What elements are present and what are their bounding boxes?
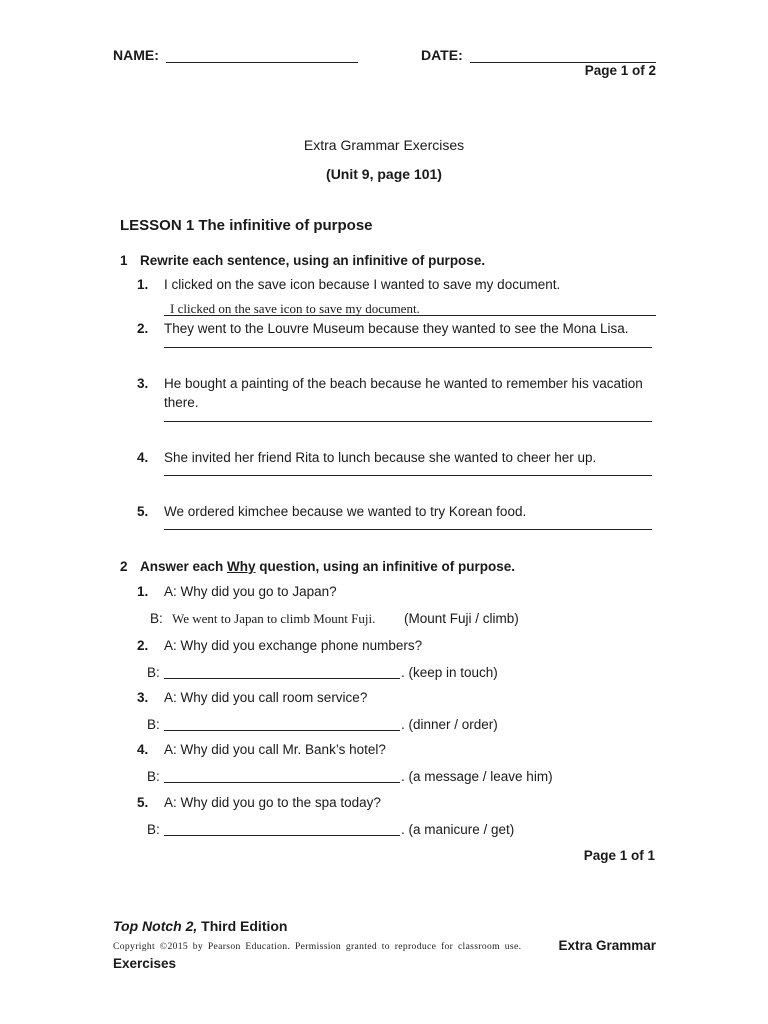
instruction-post: question, using an infinitive of purpose. [255, 559, 516, 574]
page-indicator-top: Page 1 of 2 [584, 63, 656, 78]
exercise-2-instruction [140, 559, 515, 574]
ex2-question: A: Why did you go to Japan? [164, 584, 337, 599]
ex2-hint: . (keep in touch) [401, 665, 498, 680]
ex1-item-number: 1. [137, 277, 149, 292]
ex2-b-label: B: [147, 665, 160, 680]
ex2-hint: . (a manicure / get) [401, 822, 515, 837]
ex2-item-number: 1. [137, 584, 149, 599]
ex1-item-answer: I clicked on the save icon to save my document. [170, 301, 420, 316]
ex2-b-label: B: [147, 769, 160, 784]
ex1-item-text: She invited her friend Rita to lunch because she wanted to cheer her up. [164, 450, 597, 465]
ex1-item-text: He bought a painting of the beach because he wanted to remember his vacation [164, 376, 643, 391]
page-indicator-bottom: Page 1 of 1 [583, 848, 655, 863]
ex2-answer-line[interactable] [164, 730, 400, 731]
ex1-item-number: 2. [137, 321, 149, 336]
book-title: Top Notch 2, [113, 918, 198, 934]
ex2-answer-line[interactable] [164, 835, 400, 836]
ex1-item-text: They went to the Louvre Museum because they wanted to see the Mona Lisa. [164, 321, 629, 336]
ex1-answer-line[interactable] [164, 475, 652, 476]
document-subtitle: (Unit 9, page 101) [326, 166, 442, 182]
ex2-answer: We went to Japan to climb Mount Fuji. [172, 611, 376, 626]
ex1-item-text: We ordered kimchee because we wanted to try Korean food. [164, 504, 527, 519]
book-credit [113, 918, 287, 934]
footer-label-line2: Exercises [113, 956, 177, 971]
instruction-pre: Answer each [140, 559, 228, 574]
name-label: NAME: [113, 47, 159, 63]
ex2-hint: . (dinner / order) [401, 717, 498, 732]
date-label: DATE: [421, 47, 463, 63]
ex2-item-number: 4. [137, 742, 149, 757]
instruction-emphasis: Why [227, 559, 256, 574]
ex2-hint: (Mount Fuji / climb) [404, 611, 519, 626]
ex2-b-label: B: [147, 717, 160, 732]
ex1-answer-line[interactable] [164, 529, 652, 530]
copyright-notice: Copyright ©2015 by Pearson Education. Permission granted to reproduce for classroom use. [113, 941, 522, 952]
ex2-item-number: 5. [137, 795, 149, 810]
ex1-item-text: I clicked on the save icon because I wanted to save my document. [164, 277, 561, 292]
ex2-question: A: Why did you call Mr. Bank’s hotel? [164, 742, 386, 757]
ex1-item-number: 5. [137, 504, 149, 519]
name-field-line[interactable] [166, 62, 358, 63]
ex1-item-number: 3. [137, 376, 149, 391]
ex1-answer-line[interactable] [164, 421, 652, 422]
lesson-heading: LESSON 1 The infinitive of purpose [120, 217, 373, 234]
exercise-2-number: 2 [120, 559, 128, 574]
ex2-hint: . (a message / leave him) [401, 769, 553, 784]
exercise-1-number: 1 [120, 253, 128, 268]
ex2-item-number: 3. [137, 690, 149, 705]
exercise-1-instruction: Rewrite each sentence, using an infinitive of purpose. [140, 253, 486, 268]
book-edition: Third Edition [197, 918, 288, 934]
ex2-question: A: Why did you exchange phone numbers? [164, 638, 423, 653]
ex2-b-label: B: [150, 611, 163, 626]
ex1-answer-line[interactable] [164, 347, 652, 348]
ex2-item-number: 2. [137, 638, 149, 653]
ex2-answer-line[interactable] [164, 782, 400, 783]
ex2-b-label: B: [147, 822, 160, 837]
ex1-answer-line[interactable] [164, 315, 656, 316]
ex1-item-text-continued: there. [164, 395, 199, 410]
footer-label-line1: Extra Grammar [558, 938, 656, 953]
ex2-answer-line[interactable] [164, 678, 400, 679]
document-title: Extra Grammar Exercises [303, 137, 465, 153]
ex2-question: A: Why did you call room service? [164, 690, 368, 705]
ex1-item-number: 4. [137, 450, 149, 465]
ex2-question: A: Why did you go to the spa today? [164, 795, 381, 810]
